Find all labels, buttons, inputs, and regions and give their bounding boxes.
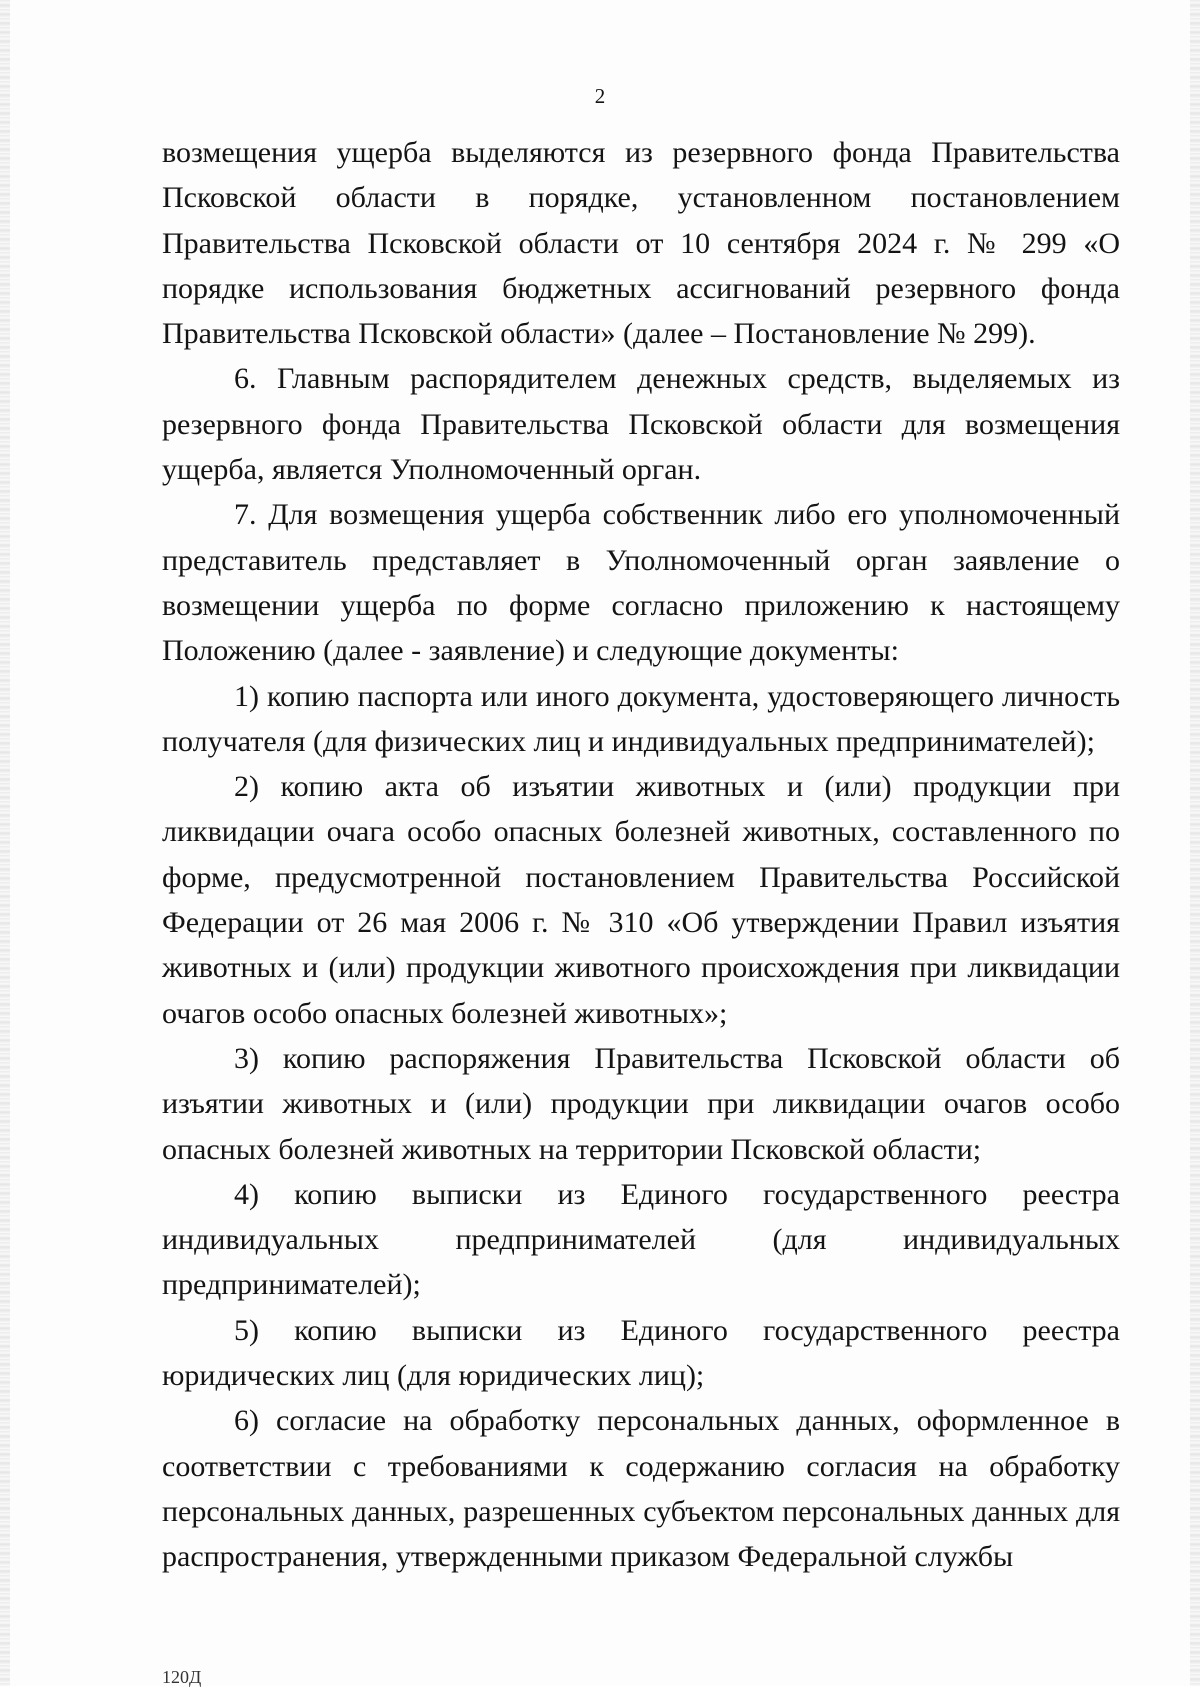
list-item-1: 1) копию паспорта или иного документа, удостоверяющего личность получателя (для физических лиц и индивидуальных предпринимателей); (162, 679, 1120, 758)
list-item-4: 4) копию выписки из Единого государственного реестра индивидуальных предпринимателей (для индивидуальных предпринимателей); (162, 1177, 1120, 1302)
paragraph-item-6: 6. Главным распорядителем денежных средств, выделяемых из резервного фонда Правительства Псковской области для возмещения ущерба, является Уполномоченный орган. (162, 362, 1120, 487)
scan-edge-left (0, 0, 10, 1686)
list-item-3: 3) копию распоряжения Правительства Псковской области об изъятии животных и (или) продукции при ликвидации очагов особо опасных болезней животных на территории Псковской области; (162, 1041, 1120, 1166)
document-body (162, 130, 1120, 1580)
list-item-5: 5) копию выписки из Единого государственного реестра юридических лиц (для юридических лиц); (162, 1313, 1120, 1393)
footer-document-code: 120Д (162, 1667, 202, 1687)
list-item-6: 6) согласие на обработку персональных данных, оформленное в соответствии с требованиями к содержанию согласия на обработку персональных данных, разрешенных субъектом персональных данных для распространения, утвержденными приказом Федеральной службы (162, 1404, 1120, 1574)
scan-edge-right (1190, 0, 1200, 1686)
page-number: 2 (594, 84, 606, 108)
paragraph-item-7: 7. Для возмещения ущерба собственник либо его уполномоченный представитель представляет в Уполномоченный орган заявление о возмещении ущерба по форме согласно приложению к настоящему Положению (далее - заявление) и следующие документы: (162, 498, 1120, 668)
list-item-2: 2) копию акта об изъятии животных и (или) продукции при ликвидации очага особо опасных болезней животных, составленного по форме, предусмотренной постановлением Правительства Российской Федерации от 26 мая 2006 г. № 310 «Об утверждении Правил изъятия животных и (или) продукции животного происхождения при ликвидации очагов особо опасных болезней животных»; (162, 770, 1120, 1030)
paragraph-continuation: возмещения ущерба выделяются из резервного фонда Правительства Псковской области в порядке, установленном постановлением Правительства Псковской области от 10 сентября 2024 г. № 299 «О порядке использования бюджетных ассигнований резервного фонда Правительства Псковской области» (далее – Постановление № 299). (162, 136, 1120, 351)
